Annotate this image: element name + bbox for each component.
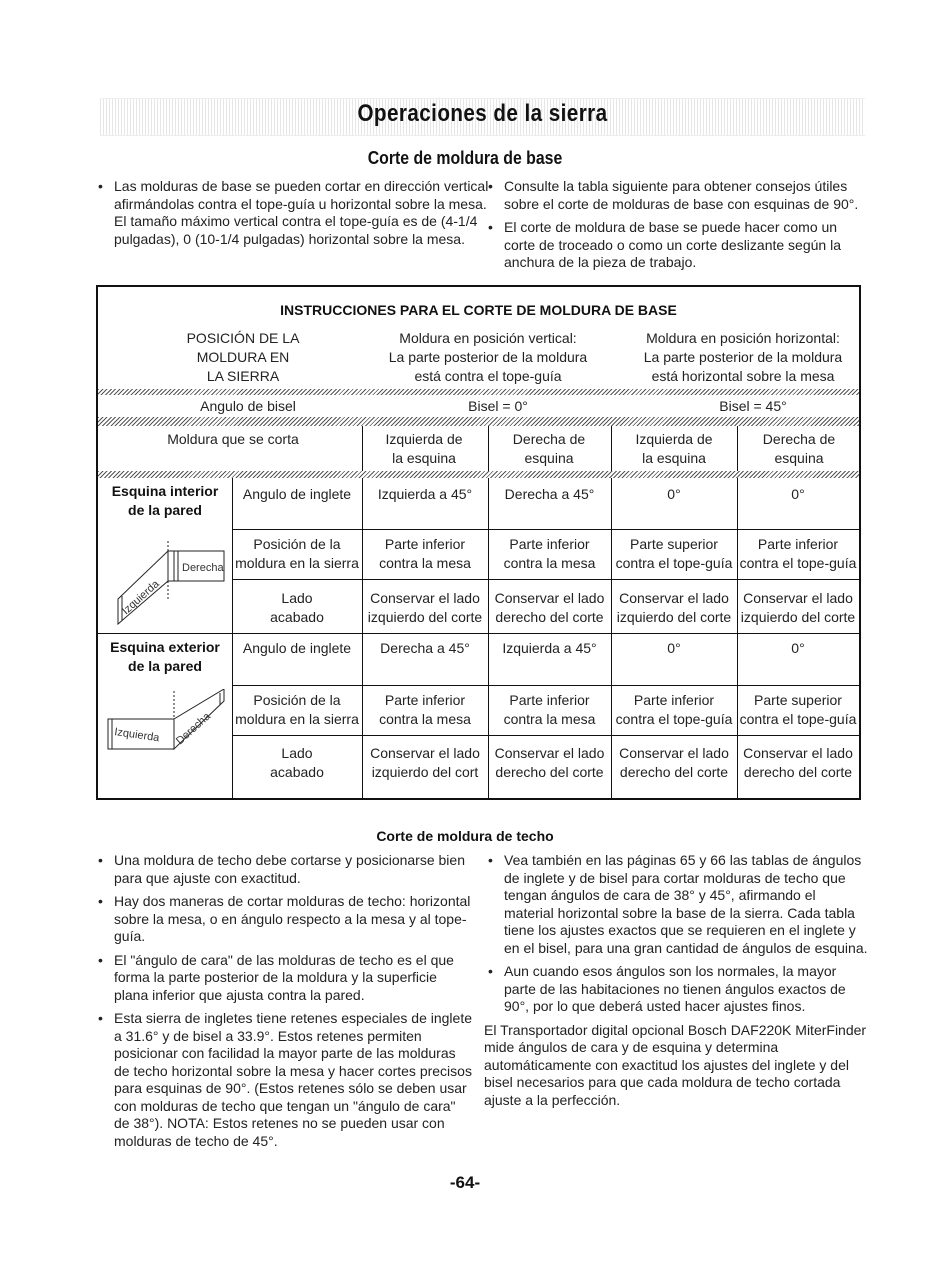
outer-row-label [232, 744, 362, 782]
bullet-item: • Consulte la tabla siguiente para obtener consejos útiles sobre el corte de molduras de base con esquinas de 90°. [484, 178, 869, 213]
cell-line: 0° [667, 486, 681, 502]
cell-line: contra la mesa [379, 555, 471, 571]
col-head-line: Derecha de [512, 431, 586, 447]
table-cell [737, 744, 859, 782]
table-cell [737, 639, 859, 658]
cell-line: contra el tope-guía [739, 555, 857, 571]
row-line [232, 579, 859, 580]
inner-row-label [232, 535, 362, 573]
cell-line: 0° [667, 640, 681, 656]
inner-corner-diagram-icon [106, 539, 231, 629]
table-cell [362, 639, 488, 658]
page-number: -64- [449, 1173, 481, 1192]
cell-line: izquierdo del corte [616, 609, 732, 625]
vertical-header-line: La parte posterior de la moldura [388, 349, 588, 365]
col-head-line: Izquierda de [385, 431, 463, 447]
cell-line: Conservar el lado [619, 745, 729, 761]
row-label-line: Posición de la [253, 692, 341, 708]
horizontal-header-line: Moldura en posición horizontal: [646, 330, 840, 346]
row-line [232, 685, 859, 686]
cell-line: derecho del corte [619, 764, 729, 780]
row-line [232, 735, 859, 736]
bevel-label: Angulo de bisel [200, 398, 296, 414]
base-left-column [94, 178, 494, 254]
table-cell [737, 691, 859, 729]
bullet-item: • Vea también en las páginas 65 y 66 las tablas de ángulos de inglete y de bisel para cortar molduras de techo que tengan ángulos de cara de 38° y 45°, afirmando el material horizontal sobre la base de la sierra. Cada tabla tiene los ajustes exactos que se requieren en el inglete y en el bisel, para una gran cantidad de ángulos de esquina. [484, 852, 869, 957]
row-label-line: Angulo de inglete [242, 486, 352, 502]
col-divider [737, 426, 738, 471]
col-head-line: Derecha de [762, 431, 836, 447]
table-cell [362, 744, 488, 782]
cell-line: Izquierda a 45° [502, 640, 597, 656]
crown-right-list [484, 852, 869, 1016]
col-head [739, 430, 859, 468]
base-molding-table [96, 285, 861, 800]
position-header [138, 329, 348, 386]
horizontal-header [613, 329, 873, 386]
bullet-item: • Aun cuando esos ángulos son los normales, la mayor parte de las habitaciones no tienen ángulos exactos de 90°, por lo que deberá usted hacer ajustes finos. [484, 963, 869, 1016]
crown-left-column [94, 852, 474, 1156]
bullet-item: • El corte de moldura de base se puede hacer como un corte de troceado o como un corte deslizante según la anchura de la pieza de trabajo. [484, 219, 869, 272]
bullet-item: • Esta sierra de ingletes tiene retenes especiales de inglete a 31.6° y de bisel a 33.9°. Estos retenes permiten posicionar con facilidad la mayor parte de las molduras de techo horizontal sobre la mesa y hacer cortes precisos para esquinas de 90°. (Estos retenes sólo se deben usar con molduras de techo que tengan un "ángulo de cara" de 38°). NOTA: Estos retenes no se pueden usar con molduras de techo de 45°. [94, 1010, 474, 1150]
cell-line: Parte inferior [384, 692, 466, 708]
outer-corner-diagram-icon [106, 689, 231, 779]
table-cell [737, 485, 859, 504]
inner-corner-label-line: Esquina interior [111, 483, 219, 499]
table-title: INSTRUCCIONES PARA EL CORTE DE MOLDURA DE BASE [280, 302, 677, 318]
col-head-line: esquina [774, 450, 824, 466]
cell-line: derecho del corte [743, 764, 853, 780]
inner-diagram-right-label: Derecha [182, 562, 224, 574]
row-label-line: Posición de la [253, 536, 341, 552]
cell-line: contra el tope-guía [615, 555, 733, 571]
cell-line: Parte inferior [509, 692, 590, 708]
table-cell [362, 535, 488, 573]
cell-line: derecho del corte [495, 609, 604, 625]
base-left-list [94, 178, 494, 248]
bullet-item: • Una moldura de techo debe cortarse y posicionarse bien para que ajuste con exactitud. [94, 852, 474, 887]
hatch-divider [98, 417, 859, 426]
col-head-line: esquina [524, 450, 574, 466]
inner-diagram-left-label: Izquierda [119, 578, 162, 618]
base-right-list [484, 178, 869, 272]
hatch-divider [98, 389, 859, 395]
col-head [362, 430, 486, 468]
crown-left-list [94, 852, 474, 1150]
table-cell [488, 691, 611, 729]
table-cell [488, 589, 611, 627]
bullet-item: • Las molduras de base se pueden cortar en dirección vertical afirmándolas contra el tope-guía u horizontal sobre la mesa. El tamaño máximo vertical contra el tope-guía es de (4-1/4 pulgadas), 0 (10-1/4 pulgadas) horizontal sobre la mesa. [94, 178, 494, 248]
row-line [232, 529, 859, 530]
col-head-line: la esquina [392, 450, 456, 466]
table-cell [611, 639, 737, 658]
position-header-line: MOLDURA EN [196, 349, 290, 365]
row-label-line: acabado [270, 609, 324, 625]
table-cell [362, 691, 488, 729]
bullet-item: • El "ángulo de cara" de las molduras de techo es el que forma la parte posterior de la moldura y la superficie plana inferior que ajusta contra la pared. [94, 952, 474, 1005]
col-divider [362, 426, 363, 471]
cell-line: Parte inferior [757, 536, 839, 552]
cell-line: derecho del corte [495, 764, 604, 780]
outer-corner-label [98, 638, 232, 676]
cut-label: Moldura que se corta [167, 431, 299, 447]
table-cell [611, 691, 737, 729]
table-cell [362, 589, 488, 627]
cell-line: contra la mesa [379, 711, 471, 727]
bullet-item: • Hay dos maneras de cortar molduras de techo: horizontal sobre la mesa, o en ángulo respecto a la mesa y al tope-guía. [94, 893, 474, 946]
col-head-line: la esquina [642, 450, 706, 466]
inner-corner-label-line: de la pared [128, 502, 202, 518]
section-title-crown: Corte de moldura de techo [376, 828, 554, 844]
col-divider [488, 426, 489, 471]
inner-corner-label [98, 482, 232, 520]
bevel-0-label: Bisel = 0° [468, 398, 528, 414]
cell-line: Conservar el lado [370, 745, 480, 761]
cell-line: Parte inferior [384, 536, 466, 552]
table-cell [488, 639, 611, 658]
position-header-line: POSICIÓN DE LA [186, 330, 300, 346]
cell-line: Conservar el lado [619, 590, 729, 606]
table-cell [488, 744, 611, 782]
cell-line: contra el tope-guía [615, 711, 733, 727]
outer-row-label [232, 691, 362, 729]
outer-corner-label-line: de la pared [128, 658, 202, 674]
section-title-base: Corte de moldura de base [367, 148, 563, 168]
cell-line: 0° [791, 486, 805, 502]
cell-line: Parte superior [630, 536, 718, 552]
table-cell [362, 485, 488, 504]
cell-line: Conservar el lado [494, 745, 605, 761]
row-label-line: moldura en la sierra [235, 711, 359, 727]
table-cell [611, 535, 737, 573]
col-head-line: Izquierda de [635, 431, 713, 447]
cell-line: Parte inferior [633, 692, 715, 708]
table-cell [611, 589, 737, 627]
cell-line: Conservar el lado [743, 590, 853, 606]
horizontal-header-line: La parte posterior de la moldura [643, 349, 843, 365]
cell-line: Derecha a 45° [380, 640, 470, 656]
table-cell [737, 589, 859, 627]
col-head [612, 430, 736, 468]
cell-line: Derecha a 45° [504, 486, 595, 502]
crown-right-column [484, 852, 869, 1109]
inner-row-label [232, 485, 362, 504]
cell-line: contra la mesa [503, 711, 596, 727]
crown-paragraph: El Transportador digital opcional Bosch DAF220K MiterFinder mide ángulos de cara y de esquina y determina automáticamente con exactitud los ajustes del inglete y del bisel necesarios para que cada moldura de techo cortada ajuste a la perfección. [484, 1021, 867, 1108]
cell-line: Parte inferior [509, 536, 590, 552]
inner-row-label [232, 589, 362, 627]
cell-line: Izquierda a 45° [377, 486, 473, 502]
cell-line: contra la mesa [503, 555, 596, 571]
position-header-line: LA SIERRA [206, 368, 280, 384]
bevel-45-label: Bisel = 45° [719, 398, 787, 414]
cell-line: Conservar el lado [494, 590, 605, 606]
vertical-header-line: está contra el tope-guía [414, 368, 562, 384]
cell-line: Conservar el lado [370, 590, 480, 606]
vertical-header-line: Moldura en posición vertical: [399, 330, 577, 346]
table-cell [611, 485, 737, 504]
outer-row-label [232, 639, 362, 658]
cell-line: izquierdo del corte [740, 609, 856, 625]
row-label-line: moldura en la sierra [235, 555, 359, 571]
cell-line: izquierdo del corte [367, 609, 483, 625]
hatch-divider [98, 471, 859, 478]
cell-line: Conservar el lado [743, 745, 853, 761]
row-label-line: Angulo de inglete [242, 640, 352, 656]
table-cell [488, 535, 611, 573]
col-divider [611, 426, 612, 471]
outer-diagram-left-label: Izquierda [113, 726, 161, 745]
table-cell [737, 535, 859, 573]
row-label-line: Lado [281, 590, 313, 606]
outer-corner-label-line: Esquina exterior [110, 639, 220, 655]
table-cell [611, 744, 737, 782]
row-label-line: Lado [281, 745, 313, 761]
page-title: Operaciones de la sierra [357, 100, 608, 127]
cell-line: izquierdo del cort [371, 764, 479, 780]
row-label-line: acabado [270, 764, 324, 780]
cell-line: 0° [791, 640, 805, 656]
base-right-column [484, 178, 869, 278]
cell-line: contra el tope-guía [739, 711, 857, 727]
vertical-header [358, 329, 618, 386]
col-head [489, 430, 609, 468]
table-cell [488, 485, 611, 504]
row-line [98, 633, 859, 634]
outer-diagram-right-label: Derecha [173, 710, 213, 748]
horizontal-header-line: está horizontal sobre la mesa [651, 368, 835, 384]
cell-line: Parte superior [754, 692, 842, 708]
